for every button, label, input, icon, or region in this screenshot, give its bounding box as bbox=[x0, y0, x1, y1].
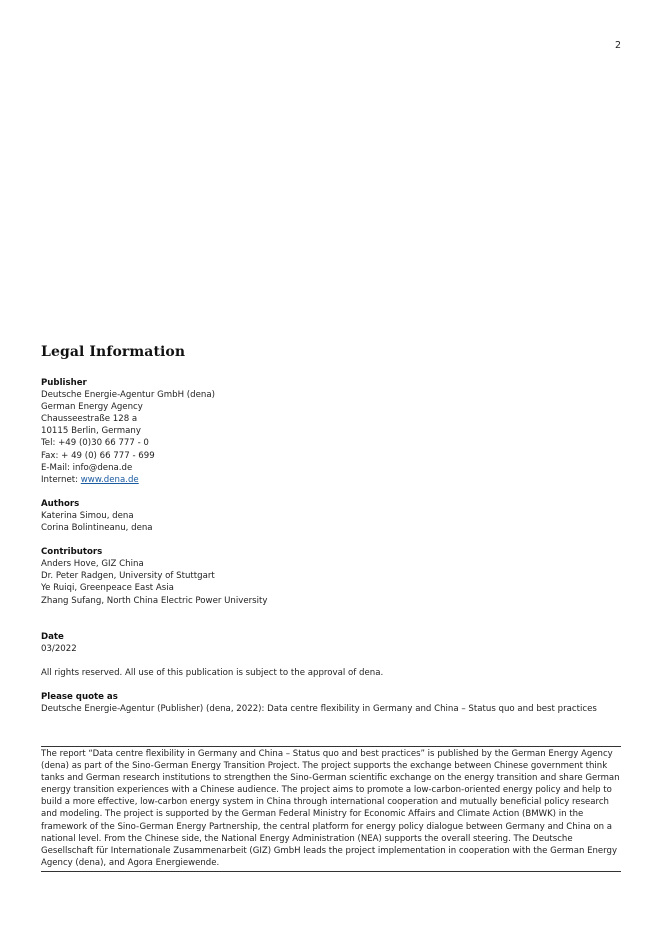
publisher-fax: Fax: + 49 (0) 66 777 - 699 bbox=[41, 450, 155, 461]
internet-label: Internet: bbox=[41, 474, 79, 485]
authors-section bbox=[41, 498, 621, 534]
contributor-item: Ye Ruiqi, Greenpeace East Asia bbox=[41, 583, 174, 594]
date-value: 03/2022 bbox=[41, 643, 77, 654]
date-label: Date bbox=[41, 631, 64, 642]
publisher-internet bbox=[41, 474, 621, 486]
date-section bbox=[41, 631, 621, 655]
page-title: Legal Information bbox=[41, 344, 186, 360]
rights-statement: All rights reserved. All use of this publication is subject to the approval of dena. bbox=[41, 667, 384, 678]
publisher-name: Deutsche Energie-Agentur GmbH (dena) bbox=[41, 390, 215, 401]
quote-label: Please quote as bbox=[41, 691, 118, 702]
publisher-city: 10115 Berlin, Germany bbox=[41, 426, 141, 437]
contributor-item: Anders Hove, GIZ China bbox=[41, 559, 144, 570]
website-link[interactable]: www.dena.de bbox=[80, 474, 139, 485]
quote-text: Deutsche Energie-Agentur (Publisher) (dena, 2022): Data centre flexibility in Germany and China – Status quo and best practices bbox=[41, 703, 597, 714]
author-item: Corina Bolintineanu, dena bbox=[41, 523, 153, 534]
publisher-tel: Tel: +49 (0)30 66 777 - 0 bbox=[41, 438, 149, 449]
publisher-label: Publisher bbox=[41, 378, 87, 388]
quote-section bbox=[41, 691, 621, 715]
author-item: Katerina Simou, dena bbox=[41, 510, 134, 521]
contributors-label: Contributors bbox=[41, 547, 103, 558]
publisher-street: Chausseestraße 128 a bbox=[41, 414, 138, 425]
legal-information bbox=[41, 344, 621, 715]
contributors-section bbox=[41, 546, 621, 606]
contributor-item: Zhang Sufang, North China Electric Power University bbox=[41, 595, 268, 606]
publisher-name-en: German Energy Agency bbox=[41, 402, 143, 413]
publisher-section bbox=[41, 377, 621, 486]
page-number: 2 bbox=[614, 40, 621, 51]
publisher-email: E-Mail: info@dena.de bbox=[41, 462, 133, 473]
project-notice: The report “Data centre flexibility in Germany and China – Status quo and best practices” is published by the German Energy Agency (dena) as part of the Sino-German Energy Transition Project. The project supports the exchange between Chinese government think tanks and German research institutions to strengthen the Sino-German scientific exchange on the energy transition and share German energy transition experiences with a Chinese audience. The project aims to promote a low-carbon-oriented energy policy and help to build a more effective, low-carbon energy system in China through international cooperation and mutually beneficial policy research and modeling. The project is supported by the German Federal Ministry for Economic Affairs and Climate Action (BMWK) in the framework of the Sino-German Energy Partnership, the central platform for energy policy dialogue between Germany and China on a national level. From the Chinese side, the National Energy Administration (NEA) supports the overall steering. The Deutsche Gesellschaft für Internationale Zusammenarbeit (GIZ) GmbH leads the project implementation in cooperation with the German Energy Agency (dena), and Agora Energiewende. bbox=[41, 746, 621, 872]
contributor-item: Dr. Peter Radgen, University of Stuttgart bbox=[41, 571, 215, 582]
authors-label: Authors bbox=[41, 498, 80, 509]
